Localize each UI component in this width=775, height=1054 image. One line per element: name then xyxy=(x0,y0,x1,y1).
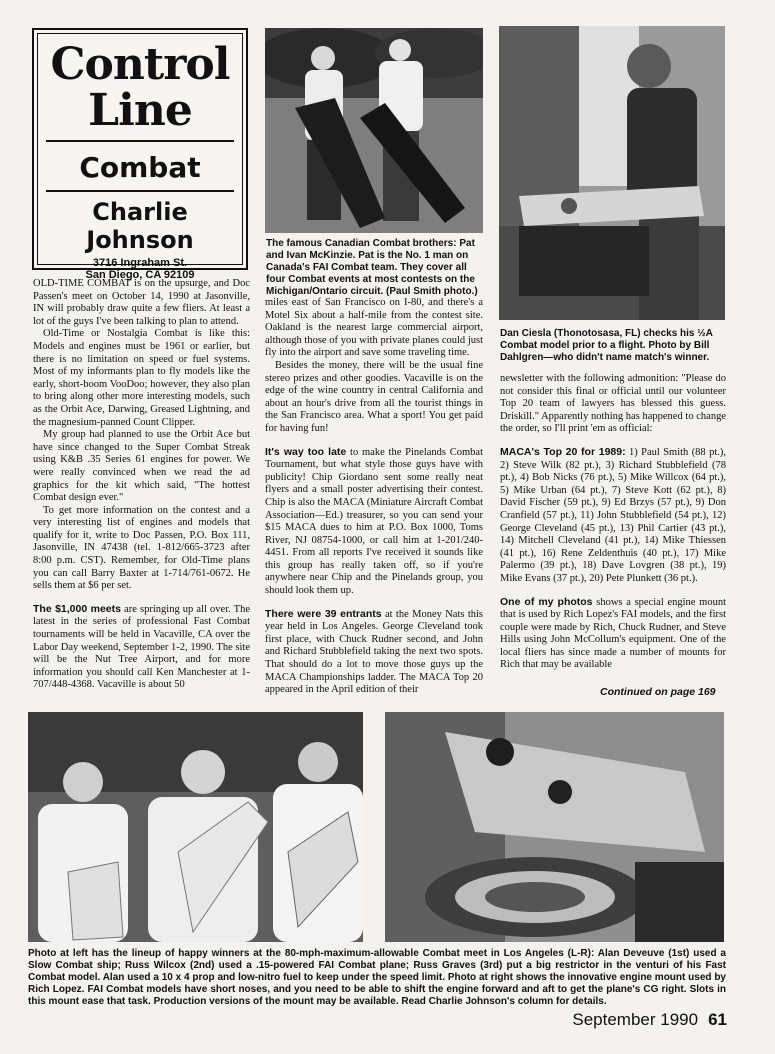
article-column-3 xyxy=(500,373,726,672)
col1-paragraph-5-body: are springing up all over. The latest in the series of professional Fast Combat tournaments will be held in Vacaville, CA over the Labor Day weekend, September 1-2, 1990. The site will be the Nut Tree Airport, and for more information you should call Ken Manchester at 1-707/448-4368. Vacaville is about 50 xyxy=(33,603,251,691)
col2-paragraph-3-body: to make the Pinelands Combat Tournament, but what style those guys have with publicity! Chip Giordano sent some really neat flyers and a small poster advertising their contest. Chip is also the MACA (Miniature Aircraft Combat Association—Ed.) treasurer, so you can send your $15 MACA dues to him at P.O. Box 1000, Toms River, NJ 08754-1000, or call him at 1-201/240-4451. From all reports I've received it sounds like this group has really taken off, so if you're anywhere near Chip and the Pinelands group, you should look them up. xyxy=(265,446,484,597)
title-line-2: Line xyxy=(88,85,192,136)
page-number: 61 xyxy=(708,1010,727,1029)
col2-paragraph-4 xyxy=(265,608,483,697)
title-box-inner xyxy=(37,33,243,281)
col3-lead-in-2: One of my photos xyxy=(500,595,593,608)
title-line-1: Control xyxy=(50,39,230,90)
continued-note: Continued on page 169 xyxy=(600,686,716,698)
column-title-box xyxy=(32,28,248,281)
photo-dan-ciesla xyxy=(499,26,725,320)
author-address-line-2: San Diego, CA 92109 xyxy=(85,269,195,281)
col1-paragraph-4: To get more information on the contest and a very interesting list of engines and models that qualify for it, write to Doc Passen, P.O. Box 111, Jasonville, IN 47438 (tel. 1-812/665-3723 after 8:00 p.m. CST). Remember, for Old-Time plans you can call Barry Baxter at 1-714/761-0672. He sells them at $6 per set. xyxy=(33,504,250,592)
title-rule xyxy=(46,140,234,142)
col2-paragraph-2: Besides the money, there will be the usual fine stereo prizes and other goodies. Vacaville is on the edge of the wine country in central California and about an hour's drive from all the tourist things in the San Francisco area. What a sport! You get paid for having fun! xyxy=(265,359,483,434)
col2-paragraph-3 xyxy=(265,446,483,598)
col3-paragraph-1: newsletter with the following admonition: "Please do not consider this final or official until our volunteer Top 20 team of lawyers has blessed this guess. Driskill." Apparently nothing has happened to change the order, so I'll print 'em as official: xyxy=(500,373,726,435)
col1-paragraph-1: OLD-TIME COMBAT is on the upsurge, and Doc Passen's meet on October 14, 1990 at Jasonville, IN will probably draw quite a few fliers. At least a lot of the guys I've been talking to plan to attend. xyxy=(33,278,250,327)
author-address-line-1: 3716 Ingraham St. xyxy=(92,257,188,269)
article-column-2 xyxy=(265,297,483,697)
column-subtitle: Combat xyxy=(79,151,201,184)
col3-lead-in-1: MACA's Top 20 for 1989: xyxy=(500,445,626,458)
col2-paragraph-1: miles east of San Francisco on I-80, and there's a Motel Six about a half-mile from the contest site. Oakland is the nearest large commercial airport, although those of you with private planes could just fly into the airport and save some traveling time. xyxy=(265,297,483,359)
page-footer xyxy=(572,1010,727,1030)
caption-bottom-photos: Photo at left has the lineup of happy winners at the 80-mph-maximum-allowable Combat meet in Los Angeles (L-R): Alan Deveuve (1st) used a Slow Combat ship; Russ Wilcox (2nd) used a .15-powered FAI Combat plane; Russ Graves (3rd) put a big restrictor in the venturi of his Fast Combat model. Alan used a 10 x 4 prop and low-nitro fuel to keep under the speed limit. Photo at right shows the innovative engine mount used by Rich Lopez. FAI Combat models have short noses, and you need to be able to shift the engine forward and aft to get the plane's CG right. Slots in this mount ease that task. Production versions of the mount may be available. Read Charlie Johnson's column for details. xyxy=(28,948,726,1007)
photo-winners-lineup xyxy=(28,712,363,942)
subtitle-rule xyxy=(46,190,234,192)
col2-lead-in-2: There were 39 entrants xyxy=(265,607,382,620)
col3-paragraph-2 xyxy=(500,446,726,586)
photo-engine-mount xyxy=(385,712,724,942)
col1-paragraph-3: My group had planned to use the Orbit Ace but have since changed to the Super Combat Streak using K&B .35 Series 61 engines for power. We were really convinced when we read the ad graphics for the kit which said, "The hottest Combat design ever." xyxy=(33,429,250,504)
photo-mckinzie-brothers xyxy=(265,28,483,233)
col2-paragraph-4-body: at the Money Nats this year held in Los Angeles. George Cleveland took first place, with Chuck Rudner second, and John and Richard Stubblefield taking the next two spots. That should do a lot to move those guys up the MACA Championships ladder. The MACA Top 20 appeared in the April edition of their xyxy=(265,608,483,696)
col2-lead-in-1: It's way too late xyxy=(265,445,347,458)
caption-dan-ciesla: Dan Ciesla (Thonotosasa, FL) checks his ½A Combat model prior to a flight. Photo by Bill Dahlgren—who didn't name match's winner. xyxy=(500,328,713,363)
article-column-1 xyxy=(33,278,250,692)
author-name: Charlie Johnson xyxy=(86,198,194,254)
col3-paragraph-3-body: shows a special engine mount that is used by Rich Lopez's FAI models, and the first couple were made by Rich, Chuck Rudner, and Steve Hills using John McCollum's equipment. One of the local fliers has since made a number of mounts for Rich that may be available xyxy=(500,596,727,671)
caption-mckinzie-brothers: The famous Canadian Combat brothers: Pat and Ivan McKinzie. Pat is the No. 1 man on Canada's FAI Combat team. They cover all four Combat events at most contests on the Michigan/Ontario circuit. (Paul Smith photo.) xyxy=(266,238,478,297)
col1-lead-in: The $1,000 meets xyxy=(33,602,121,615)
col3-paragraph-3 xyxy=(500,596,726,673)
col1-paragraph-2: Old-Time or Nostalgia Combat is like this: Models and engines must be 1961 or earlier, but there is no limitation on speed or fuel systems. Most of my informants plan to fly models like the early, short-boom VooDoo; however, they also plan to bring along other more interesting models, such as the Orbit Ace, Darwing, Greased Lightning, and the magnesium-panned Count Clipper. xyxy=(33,328,250,428)
issue-date: September 1990 xyxy=(572,1010,699,1029)
col3-paragraph-2-body: 1) Paul Smith (88 pt.), 2) Steve Wilk (82 pt.), 3) Richard Stubblefield (78 pt.), 4) Bob Nicks (76 pt.), 5) Mike Willcox (64 pt.), 5) Mike Urban (64 pt.), 7) Steve Kott (62 pt.), 8) David Fischer (59 pt.), 9) Ed Brzys (57 pt.), 9) Don Cranfield (57 pt.), 11) John Stubblefield (54 pt.), 12) George Cleveland (45 pt.), 13) Phil Cartier (43 pt.), 14) Mitchell Cleveland (41 pt.), 14) Mike Thiessen (41 pt.), 16) Rene Zeldenthuis (40 pt.), 17) Mike Palermo (39 pt.), 18) Dave Lovgren (38 pt.), 19) Mike Evans (37 pt.), 20) Pete Plunkett (36 pt.). xyxy=(500,446,726,584)
col1-paragraph-5 xyxy=(33,603,250,692)
